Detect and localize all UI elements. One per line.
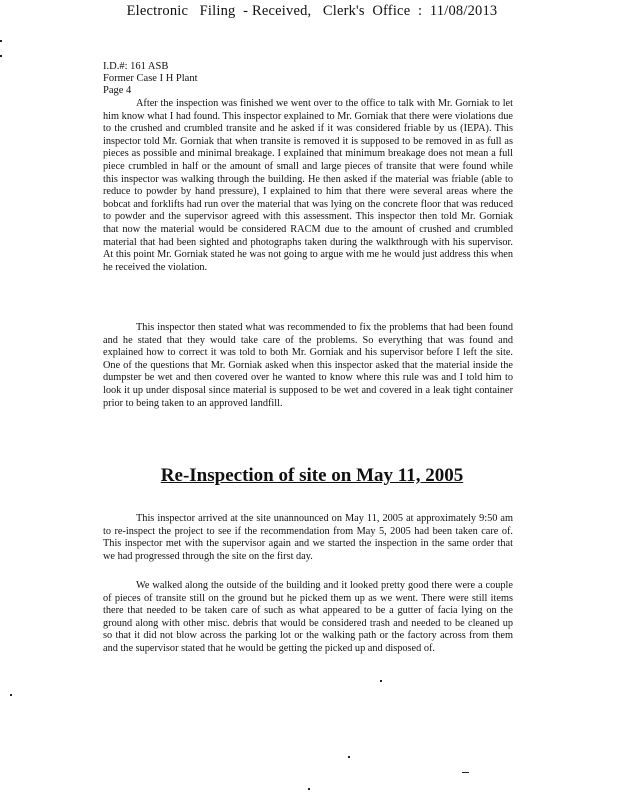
document-id-block xyxy=(103,61,198,97)
scan-speck xyxy=(0,55,2,57)
paragraph-block xyxy=(103,322,513,410)
paragraph-block xyxy=(103,580,513,656)
former-case: Former Case I H Plant xyxy=(103,73,198,84)
scan-speck xyxy=(348,756,350,758)
id-number: I.D.#: 161 ASB xyxy=(103,61,169,72)
section-heading xyxy=(0,465,624,487)
paragraph-recommendations: This inspector then stated what was recommended to fix the problems that had been found and he stated that they would take care of the problems. So everything that was found and explained how to correct it was told to both Mr. Gorniak and his supervisor before I left the site. One of the questions that Mr. Gorniak asked when this inspector asked that the material inside the dumpster be wet and then covered over he wanted to know where this rule was and I told him to look it up under disposal since material is supposed to be wet and covered in a leak tight container prior to being taken to an approved landfill. xyxy=(103,322,513,409)
scan-speck xyxy=(308,788,310,790)
scan-speck xyxy=(380,680,382,682)
paragraph-block xyxy=(103,98,513,274)
scan-speck xyxy=(0,40,2,42)
paragraph-office-discussion: After the inspection was finished we went over to the office to talk with Mr. Gorniak to let him know what I had found. This inspector explained to Mr. Gorniak that there were violations due to the crushed and crumbled transite and he asked if it was considered friable by us (IEPA). This inspector told Mr. Gorniak that when transite is removed it is supposed to be removed in as full as pieces as possible and minimal breakage. I explained that minimum breakage does not mean a full piece crumbled in half or the amount of small and large pieces of transite that were found while this inspector was walking through the building. He then asked if the material was friable (able to reduce to powder by hand pressure), I explained to him that there were several areas where the bobcat and forklifts had run over the material that was lying on the concrete floor that was reduced to powder and the supervisor agreed with this assessment. This inspector then told Mr. Gorniak that now the material would be considered RACM due to the amount of crushed and crumbled material that had been sighted and photographs taken during the walkthrough with his supervisor. At this point Mr. Gorniak stated he was not going to argue with me he would just address this when he received the violation. xyxy=(103,98,513,273)
scan-speck xyxy=(10,694,12,696)
filing-stamp-header: Electronic Filing - Received, Clerk's Office : 11/08/2013 xyxy=(126,3,498,19)
paragraph-block xyxy=(103,513,513,563)
scan-speck xyxy=(462,772,469,773)
paragraph-outside-walkthrough: We walked along the outside of the building and it looked pretty good there were a couple of pieces of transite still on the ground but he picked them up as we went. There were still items there that needed to be taken care of such as what appeared to be a gutter of facia lying on the ground along with other misc. debris that would be considered trash and needed to be cleaned up so that it did not blow across the parking lot or the walking path or the factory across from them and the supervisor stated that he would be getting the picked up and disposed of. xyxy=(103,580,513,654)
section-heading-text: Re-Inspection of site on May 11, 2005 xyxy=(160,465,464,486)
page-number: Page 4 xyxy=(103,85,132,96)
paragraph-reinspection-arrival: This inspector arrived at the site unannounced on May 11, 2005 at approximately 9:50 am to re-inspect the project to see if the recommendation from May 5, 2005 had been taken care of. This inspector met with the supervisor again and we started the inspection in the same order that we had progressed through the site on the first day. xyxy=(103,513,513,562)
